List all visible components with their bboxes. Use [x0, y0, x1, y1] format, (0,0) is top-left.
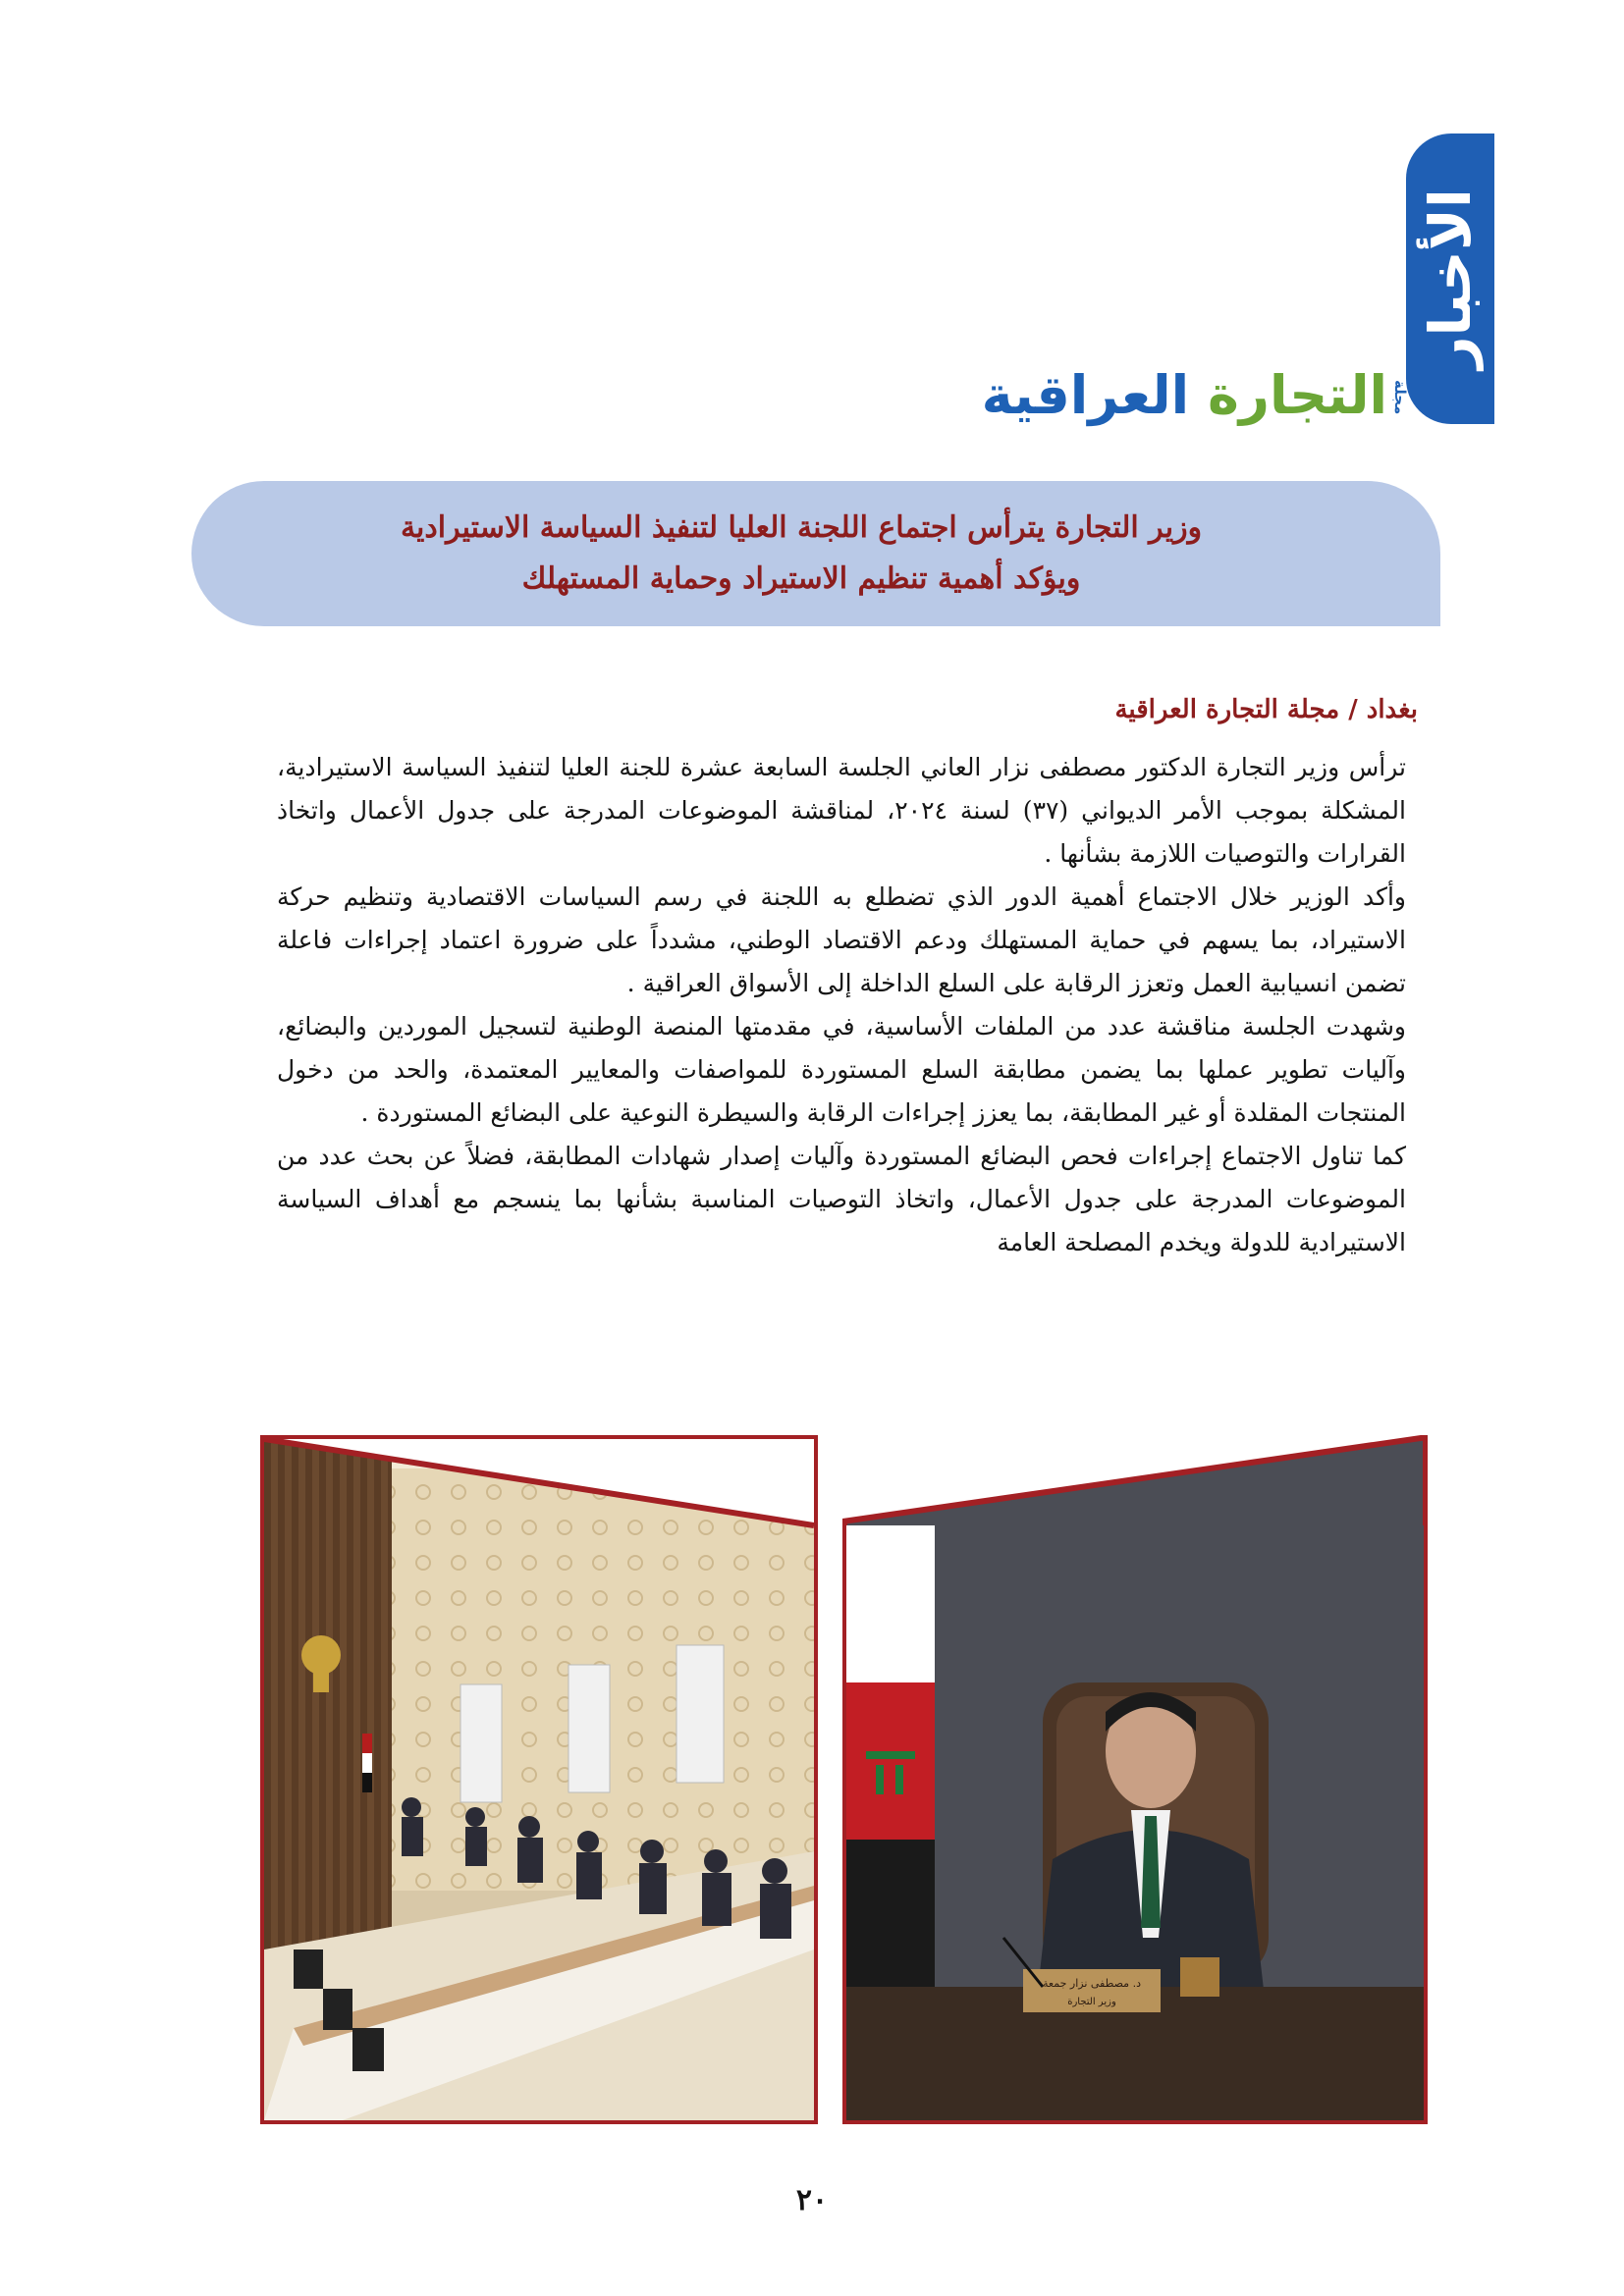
right-photo-top-edge — [842, 1435, 1428, 1525]
byline: بغداد / مجلة التجارة العراقية — [1114, 695, 1418, 724]
logo-wordmark — [981, 364, 1387, 426]
headline — [191, 503, 1411, 605]
nameplate-line-2: وزير التجارة — [1067, 1997, 1116, 2007]
paragraph: ترأس وزير التجارة الدكتور مصطفى نزار العاني الجلسة السابعة عشرة للجنة العليا لتنفيذ السياسة الاستيرادية، المشكلة بموجب الأمر الديواني (٣٧) لسنة ٢٠٢٤، لمناقشة الموضوعات المدرجة على جدول الأعمال واتخاذ القرارات والتوصيات اللازمة بشأنها . — [277, 753, 1406, 868]
section-tab-label: الأخبار — [1417, 188, 1484, 369]
minister-portrait-photo — [842, 1522, 1428, 2124]
logo-name: العراقية — [981, 364, 1190, 426]
paragraph: كما تناول الاجتماع إجراءات فحص البضائع المستوردة وآليات إصدار شهادات المطابقة، فضلاً عن بحث عدد من الموضوعات المدرجة على جدول الأعمال، واتخاذ التوصيات المناسبة بشأنها بما ينسجم مع أهداف السياسة الاستيرادية للدولة ويخدم المصلحة العامة — [277, 1142, 1406, 1256]
magazine-logo — [981, 353, 1409, 426]
logo-prefix: مجلة — [1391, 379, 1409, 414]
article-body — [277, 746, 1406, 1264]
logo-accent: التجارة — [1208, 364, 1387, 426]
paragraph: وشهدت الجلسة مناقشة عدد من الملفات الأساسية، في مقدمتها المنصة الوطنية لتسجيل الموردين والبضائع، وآليات تطوير عملها بما يضمن مطابقة السلع المستوردة للمواصفات والمعايير المعتمدة، والحد من دخول المنتجات المقلدة أو غير المطابقة، بما يعزز إجراءات الرقابة والسيطرة النوعية على البضائع المستوردة . — [277, 1012, 1407, 1127]
headline-line-1: وزير التجارة يترأس اجتماع اللجنة العليا لتنفيذ السياسة الاستيرادية — [400, 510, 1203, 545]
headline-banner — [191, 481, 1440, 626]
page-number: ٢٠ — [795, 2183, 829, 2217]
minister-portrait-illustration — [846, 1525, 1424, 2120]
meeting-room-illustration — [264, 1439, 814, 2120]
section-tab — [1406, 133, 1494, 424]
meeting-room-photo — [260, 1435, 818, 2124]
paragraph: وأكد الوزير خلال الاجتماع أهمية الدور الذي تضطلع به اللجنة في رسم السياسات الاقتصادية وتنظيم حركة الاستيراد، بما يسهم في حماية المستهلك ودعم الاقتصاد الوطني، مشدداً على ضرورة اعتماد إجراءات فاعلة تضمن انسيابية العمل وتعزز الرقابة على السلع الداخلة إلى الأسواق العراقية . — [277, 882, 1406, 997]
nameplate-line-1: د. مصطفى نزار جمعة — [1043, 1977, 1141, 1990]
headline-line-2: ويؤكد أهمية تنظيم الاستيراد وحماية المستهلك — [521, 561, 1081, 596]
